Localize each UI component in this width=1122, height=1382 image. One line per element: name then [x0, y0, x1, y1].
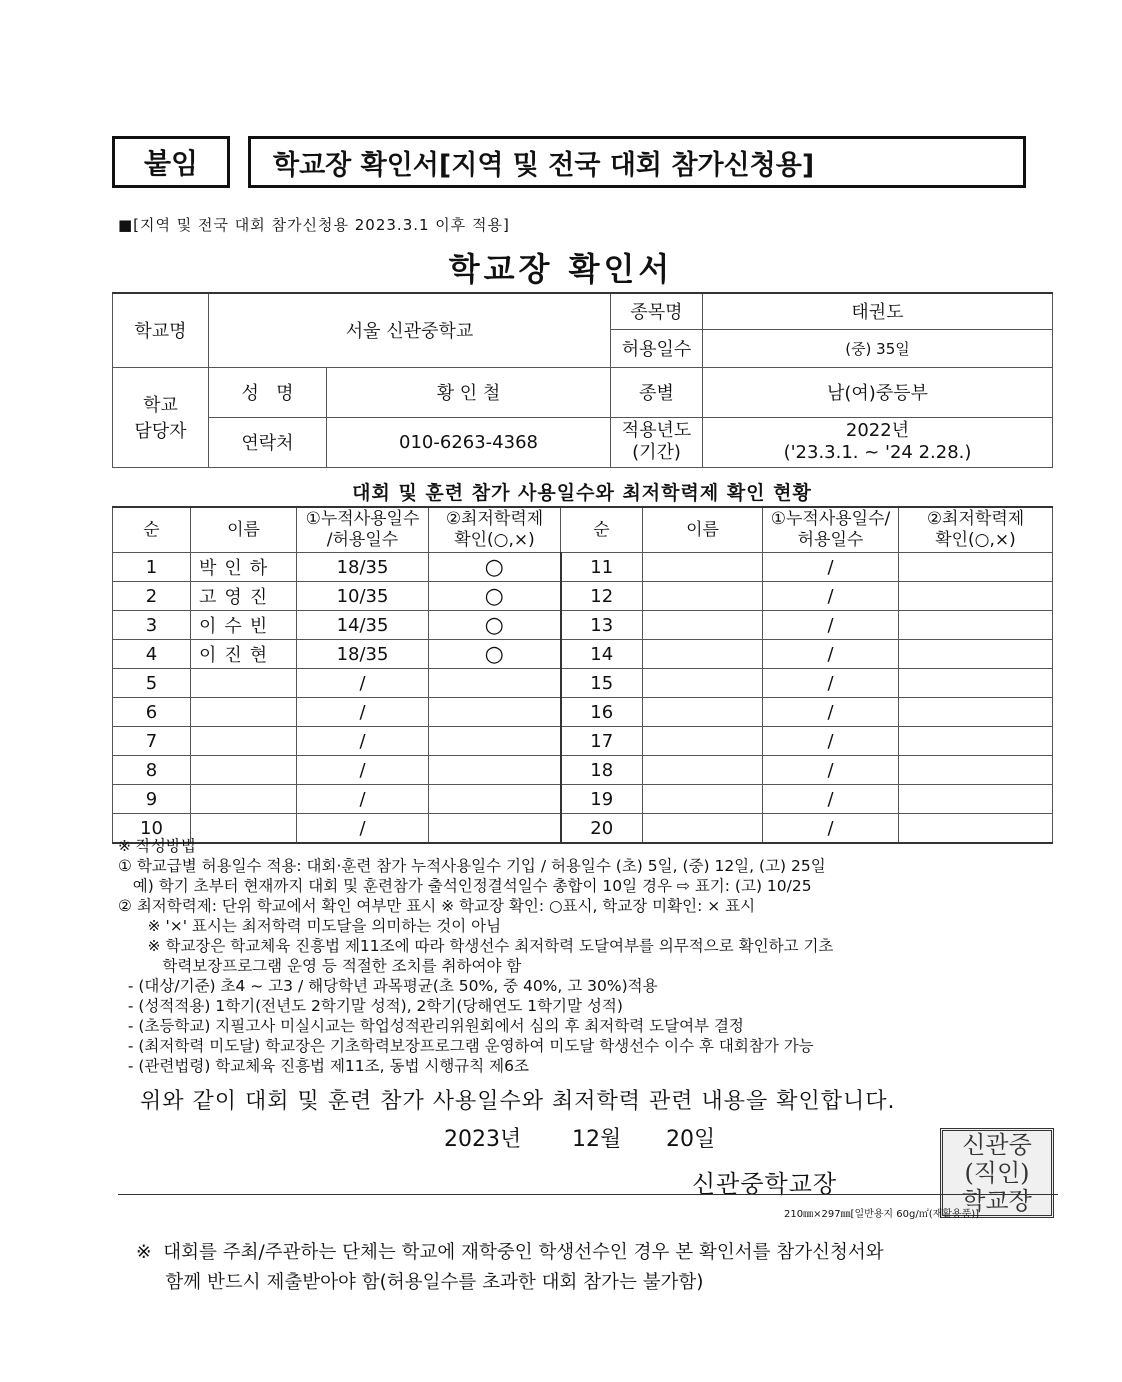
row-days-right: /	[763, 727, 899, 756]
header-title-text: 학교장 확인서[지역 및 전국 대회 참가신청용]	[273, 149, 815, 181]
date-day: 20일	[666, 1127, 716, 1152]
col-no-right: 순	[561, 507, 643, 553]
col-days	[297, 507, 429, 553]
header-tag	[112, 136, 230, 188]
row-check-right	[899, 611, 1053, 640]
row-name: 박인하	[191, 553, 297, 582]
official-seal: 신관중 (직인) 학교장	[940, 1128, 1054, 1218]
row-days-right: /	[763, 611, 899, 640]
division-label: 종별	[611, 367, 703, 417]
row-name	[191, 698, 297, 727]
row-check: ○	[429, 553, 561, 582]
status-title: 대회 및 훈련 참가 사용일수와 최저학력제 확인 현황	[352, 482, 812, 504]
note-line: - (관련법령) 학교체육 진흥법 제11조, 동법 시행규칙 제6조	[118, 1057, 529, 1075]
row-no: 4	[113, 640, 191, 669]
manager-label-line2: 담당자	[134, 421, 187, 442]
note-line: 학력보장프로그램 운영 등 적절한 조치를 취하여야 함	[118, 957, 522, 975]
row-days-right: /	[763, 553, 899, 582]
contact-value: 010-6263-4368	[327, 417, 611, 467]
row-name-right	[643, 611, 763, 640]
note-line: - (성적적용) 1학기(전년도 2학기말 성적), 2학기(당해연도 1학기말 성적)	[118, 997, 623, 1015]
note-line: - (초등학교) 지필고사 미실시교는 학업성적관리위원회에서 심의 후 최저학력 도달여부 결정	[118, 1017, 744, 1035]
header-tag-text: 붙임	[143, 147, 199, 180]
name-label: 성 명	[209, 367, 327, 417]
row-check-right	[899, 785, 1053, 814]
row-no-right: 20	[561, 814, 643, 844]
footer-divider	[118, 1194, 1058, 1195]
row-no: 6	[113, 698, 191, 727]
row-name: 이수빈	[191, 611, 297, 640]
row-days: 14/35	[297, 611, 429, 640]
date-month: 12월	[572, 1127, 622, 1152]
row-name-right	[643, 727, 763, 756]
row-check: ○	[429, 611, 561, 640]
year-value-line1: 2022년	[845, 420, 910, 441]
row-no: 9	[113, 785, 191, 814]
row-days-right: /	[763, 814, 899, 844]
note-line: - (최저학력 미도달) 학교장은 기초학력보장프로그램 운영하여 미도달 학생선수 이수 후 대회참가 가능	[118, 1037, 814, 1055]
header-title	[248, 136, 1026, 188]
year-label-line2: (기간)	[632, 442, 681, 463]
col-name-right: 이름	[643, 507, 763, 553]
row-check	[429, 698, 561, 727]
row-check	[429, 727, 561, 756]
contact-label: 연락처	[209, 417, 327, 467]
row-check	[429, 756, 561, 785]
subtitle: ■[지역 및 전국 대회 참가신청용 2023.3.1 이후 적용]	[118, 216, 510, 234]
col-name: 이름	[191, 507, 297, 553]
row-days-right: /	[763, 669, 899, 698]
row-no: 7	[113, 727, 191, 756]
manager-label	[113, 367, 209, 467]
row-no: 3	[113, 611, 191, 640]
row-no: 1	[113, 553, 191, 582]
table-row	[113, 785, 1053, 814]
row-days: /	[297, 727, 429, 756]
row-days-right: /	[763, 698, 899, 727]
row-no-right: 12	[561, 582, 643, 611]
year-value	[703, 417, 1053, 467]
row-no-right: 13	[561, 611, 643, 640]
sport-label: 종목명	[611, 293, 703, 329]
col-days-line2: /허용일수	[326, 530, 399, 550]
row-days: /	[297, 698, 429, 727]
note-line: 예) 학기 초부터 현재까지 대회 및 훈련참가 출석인정결석일수 총합이 10일 경우 ⇨ 표기: (고) 10/25	[118, 877, 812, 895]
row-name-right	[643, 669, 763, 698]
table-row	[113, 640, 1053, 669]
row-days: 18/35	[297, 640, 429, 669]
row-days: 10/35	[297, 582, 429, 611]
sport-value: 태권도	[703, 293, 1053, 329]
paper-spec: 210㎜×297㎜[일반용지 60g/㎡(재활용품)]	[784, 1209, 980, 1220]
row-days-right: /	[763, 640, 899, 669]
row-name-right	[643, 582, 763, 611]
col-check-right	[899, 507, 1053, 553]
year-value-line2: ('23.3.1. ~ '24 2.28.)	[783, 442, 972, 463]
table-row	[113, 698, 1053, 727]
table-row	[113, 669, 1053, 698]
division-value: 남(여)중등부	[703, 367, 1053, 417]
note-line: ② 최저학력제: 단위 학교에서 확인 여부만 표시 ※ 학교장 확인: ○표시, 학교장 미확인: × 표시	[118, 897, 756, 915]
row-name	[191, 785, 297, 814]
instructions	[118, 836, 1048, 1076]
status-table	[112, 506, 1053, 844]
row-days-right: /	[763, 785, 899, 814]
row-name: 고영진	[191, 582, 297, 611]
principal-name: 신관중학교장	[692, 1170, 838, 1198]
row-no-right: 18	[561, 756, 643, 785]
row-check: ○	[429, 582, 561, 611]
row-name-right	[643, 785, 763, 814]
row-check	[429, 785, 561, 814]
col-days-right-line2: 허용일수	[797, 530, 864, 550]
table-row	[113, 582, 1053, 611]
row-no-right: 17	[561, 727, 643, 756]
table-row	[113, 611, 1053, 640]
note-line: ※ 학교장은 학교체육 진흥법 제11조에 따라 학생선수 최저학력 도달여부를 의무적으로 확인하고 기초	[118, 937, 834, 955]
note-line: ① 학교급별 허용일수 적용: 대회·훈련 참가 누적사용일수 기입 / 허용일수 (초) 5일, (중) 12일, (고) 25일	[118, 857, 826, 875]
row-days: /	[297, 669, 429, 698]
row-check-right	[899, 756, 1053, 785]
row-no-right: 11	[561, 553, 643, 582]
row-no: 8	[113, 756, 191, 785]
confirmation-text: 위와 같이 대회 및 훈련 참가 사용일수와 최저학력 관련 내용을 확인합니다.	[140, 1089, 896, 1114]
col-check-right-line1: ②최저학력제	[926, 509, 1025, 529]
row-name-right	[643, 698, 763, 727]
manager-label-line1: 학교	[143, 395, 178, 416]
col-check-right-line2: 확인(○,×)	[935, 530, 1016, 550]
row-days: /	[297, 785, 429, 814]
col-no: 순	[113, 507, 191, 553]
col-check	[429, 507, 561, 553]
row-name	[191, 669, 297, 698]
row-name	[191, 756, 297, 785]
row-name	[191, 727, 297, 756]
days-value: (중) 35일	[703, 329, 1053, 367]
row-check	[429, 669, 561, 698]
row-days: 18/35	[297, 553, 429, 582]
school-label: 학교명	[113, 293, 209, 367]
row-no-right: 16	[561, 698, 643, 727]
note-line: ※ '×' 표시는 최저학력 미도달을 의미하는 것이 아님	[118, 917, 502, 935]
row-no: 5	[113, 669, 191, 698]
col-days-right-line1: ①누적사용일수/	[770, 509, 891, 529]
note-line: ※ 대회를 주최/주관하는 단체는 학교에 재학중인 학생선수인 경우 본 확인서를 참가신청서와	[136, 1242, 884, 1263]
row-no-right: 19	[561, 785, 643, 814]
row-check: ○	[429, 640, 561, 669]
date-year: 2023년	[444, 1127, 522, 1152]
row-check-right	[899, 553, 1053, 582]
col-days-right	[763, 507, 899, 553]
days-label: 허용일수	[611, 329, 703, 367]
row-check-right	[899, 727, 1053, 756]
row-no-right: 14	[561, 640, 643, 669]
info-table	[112, 292, 1053, 468]
row-name-right	[643, 640, 763, 669]
note-line: 함께 반드시 제출받아야 함(허용일수를 초과한 대회 참가는 불가함)	[136, 1272, 704, 1293]
col-days-line1: ①누적사용일수	[305, 509, 420, 529]
row-days-right: /	[763, 582, 899, 611]
row-check-right	[899, 582, 1053, 611]
name-value: 황 인 철	[327, 367, 611, 417]
note-line: ※ 작성방법	[118, 837, 196, 855]
col-check-line1: ②최저학력제	[445, 509, 544, 529]
col-check-line2: 확인(○,×)	[454, 530, 535, 550]
row-name-right	[643, 553, 763, 582]
row-no: 2	[113, 582, 191, 611]
table-row	[113, 553, 1053, 582]
submission-note	[136, 1238, 884, 1298]
school-value: 서울 신관중학교	[209, 293, 611, 367]
document-title: 학교장 확인서	[448, 250, 674, 288]
row-days-right: /	[763, 756, 899, 785]
table-row	[113, 727, 1053, 756]
row-days: /	[297, 814, 429, 844]
row-no: 10	[113, 814, 191, 844]
year-label	[611, 417, 703, 467]
row-check-right	[899, 640, 1053, 669]
row-no-right: 15	[561, 669, 643, 698]
row-check-right	[899, 669, 1053, 698]
row-name: 이진현	[191, 640, 297, 669]
note-line: - (대상/기준) 초4 ~ 고3 / 해당학년 과목평균(초 50%, 중 40%, 고 30%)적용	[118, 977, 658, 995]
row-name-right	[643, 756, 763, 785]
row-days: /	[297, 756, 429, 785]
year-label-line1: 적용년도	[621, 420, 692, 441]
row-check-right	[899, 698, 1053, 727]
table-row	[113, 756, 1053, 785]
